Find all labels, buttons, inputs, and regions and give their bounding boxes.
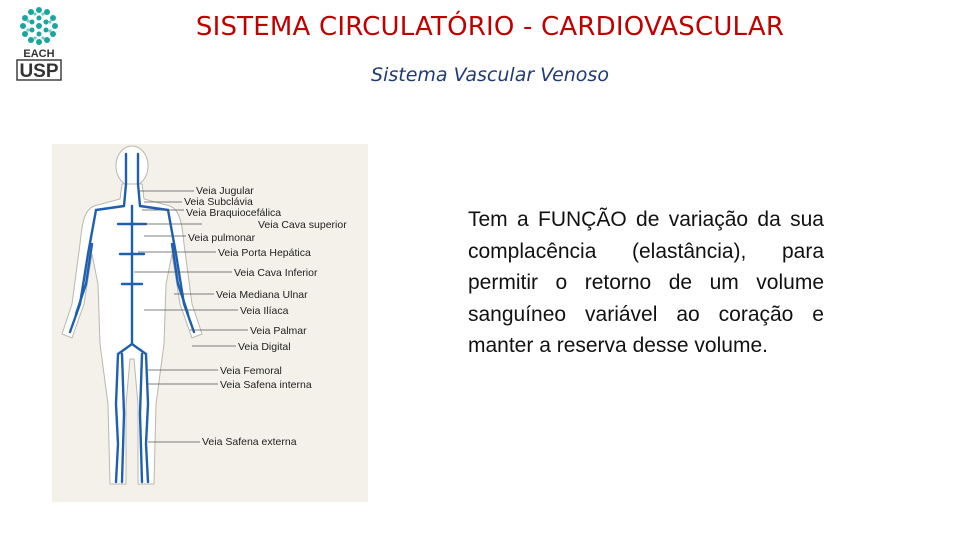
label-veia-iliaca: Veia Ilíaca [240,305,289,317]
label-veia-mediana-ulnar: Veia Mediana Ulnar [216,289,308,301]
body-paragraph: Tem a FUNÇÃO de variação da sua complacência (elastância), para permitir o retorno de um volume sanguíneo variável ao coração e manter a reserva desse volume. [468,208,824,357]
label-veia-cava-superior: Veia Cava superior [258,219,347,231]
label-veia-femoral: Veia Femoral [220,365,282,377]
logo-each-text: EACH [23,48,55,60]
label-veia-palmar: Veia Palmar [250,325,307,337]
page-subtitle: Sistema Vascular Venoso [371,64,609,86]
label-veia-safena-interna: Veia Safena interna [220,379,312,391]
page-title: SISTEMA CIRCULATÓRIO - CARDIOVASCULAR [195,12,785,42]
label-veia-jugular: Veia Jugular [196,185,254,197]
label-veia-cava-inferior: Veia Cava Inferior [234,267,318,279]
label-veia-subclavia: Veia Subclávia [184,196,253,208]
label-veia-safena-externa: Veia Safena externa [202,436,297,448]
label-veia-porta-hepatica: Veia Porta Hepática [218,247,311,259]
logo-usp-text: USP [19,61,59,82]
label-veia-pulmonar: Veia pulmonar [188,232,256,244]
label-veia-braquiocefalica: Veia Braquiocefálica [186,207,282,219]
label-veia-digital: Veia Digital [238,341,291,353]
venous-system-illustration [52,144,368,502]
